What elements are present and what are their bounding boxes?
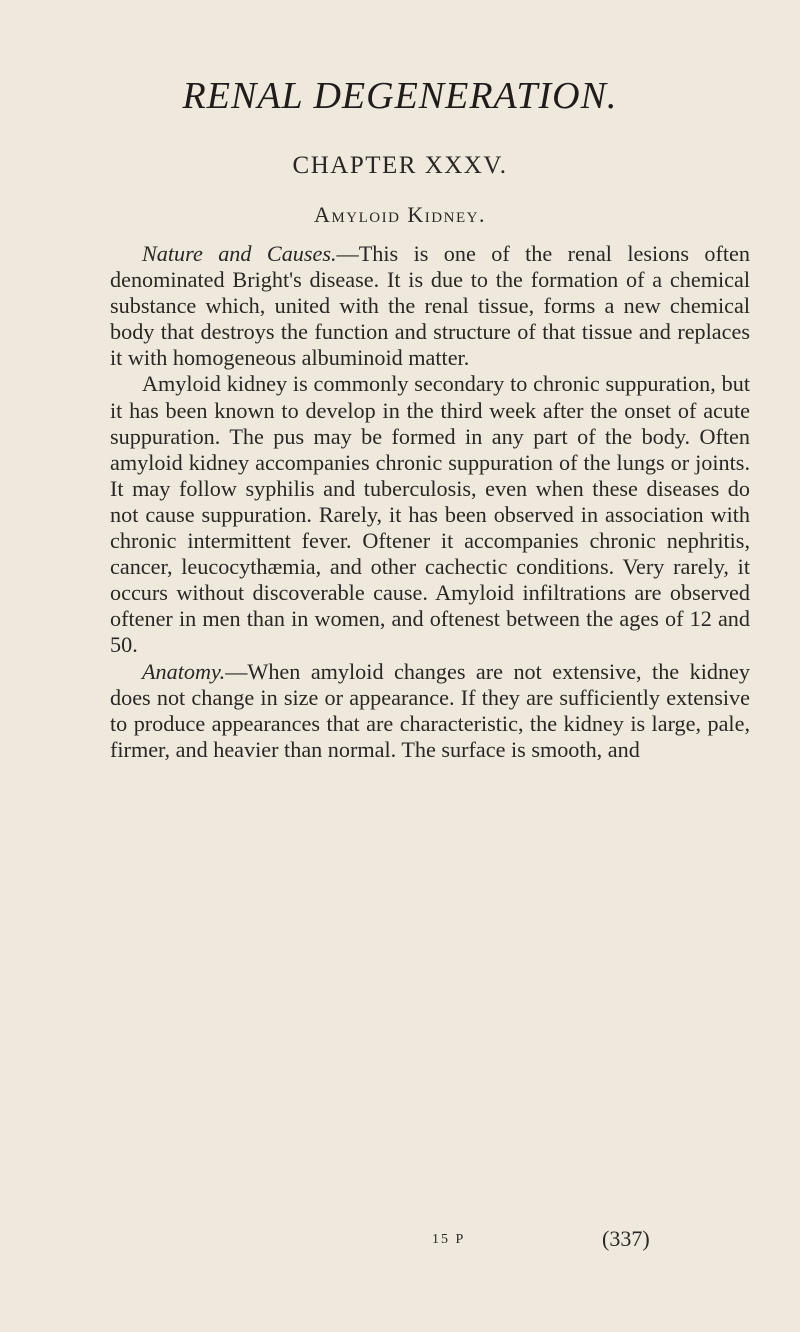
paragraph-text: —When amyloid changes are not extensive, the kidney does not change in size or appearance. If they are sufficiently extensive to produce appearances that are characteristic, the kidney is large, pale, firmer, and heavier than normal. The surface is smooth, and xyxy=(110,658,750,762)
paragraph-nature-and-causes xyxy=(110,241,750,371)
paragraph-text: Amyloid kidney is commonly secondary to chronic suppuration, but it has been known to develop in the third week after the onset of acute suppuration. The pus may be formed in any part of the body. Often amyloid kidney accompanies chronic suppuration of the lungs or joints. It may follow syphilis and tuberculosis, even when these diseases do not cause suppuration. Rarely, it has been observed in association with chronic intermittent fever. Oftener it accompanies chronic nephritis, cancer, leucocythæmia, and other cachectic conditions. Very rarely, it occurs without discoverable cause. Amyloid infiltrations are observed oftener in men than in women, and oftenest between the ages of 12 and 50. xyxy=(110,371,750,658)
running-head: RENAL DEGENERATION. xyxy=(182,75,618,117)
paragraph-text: —This is one of the renal lesions often denominated Bright's disease. It is due to the formation of a chemical substance which, united with the renal tissue, forms a new chemical body that destroys the function and structure of that tissue and replaces it with homogeneous albuminoid matter. xyxy=(110,241,750,371)
paragraph-lead: Anatomy. xyxy=(142,658,226,684)
body-text xyxy=(110,241,750,763)
page-footer xyxy=(0,1226,800,1262)
paragraph-anatomy xyxy=(110,659,750,763)
chapter-heading: CHAPTER XXXV. xyxy=(292,152,508,179)
paragraph-lead: Nature and Causes. xyxy=(142,241,337,266)
paragraph-amyloid-kidney xyxy=(110,371,750,658)
section-title: Amyloid Kidney. xyxy=(314,202,486,227)
signature-mark: 15 P xyxy=(432,1232,466,1247)
page-number: (337) xyxy=(602,1226,650,1251)
